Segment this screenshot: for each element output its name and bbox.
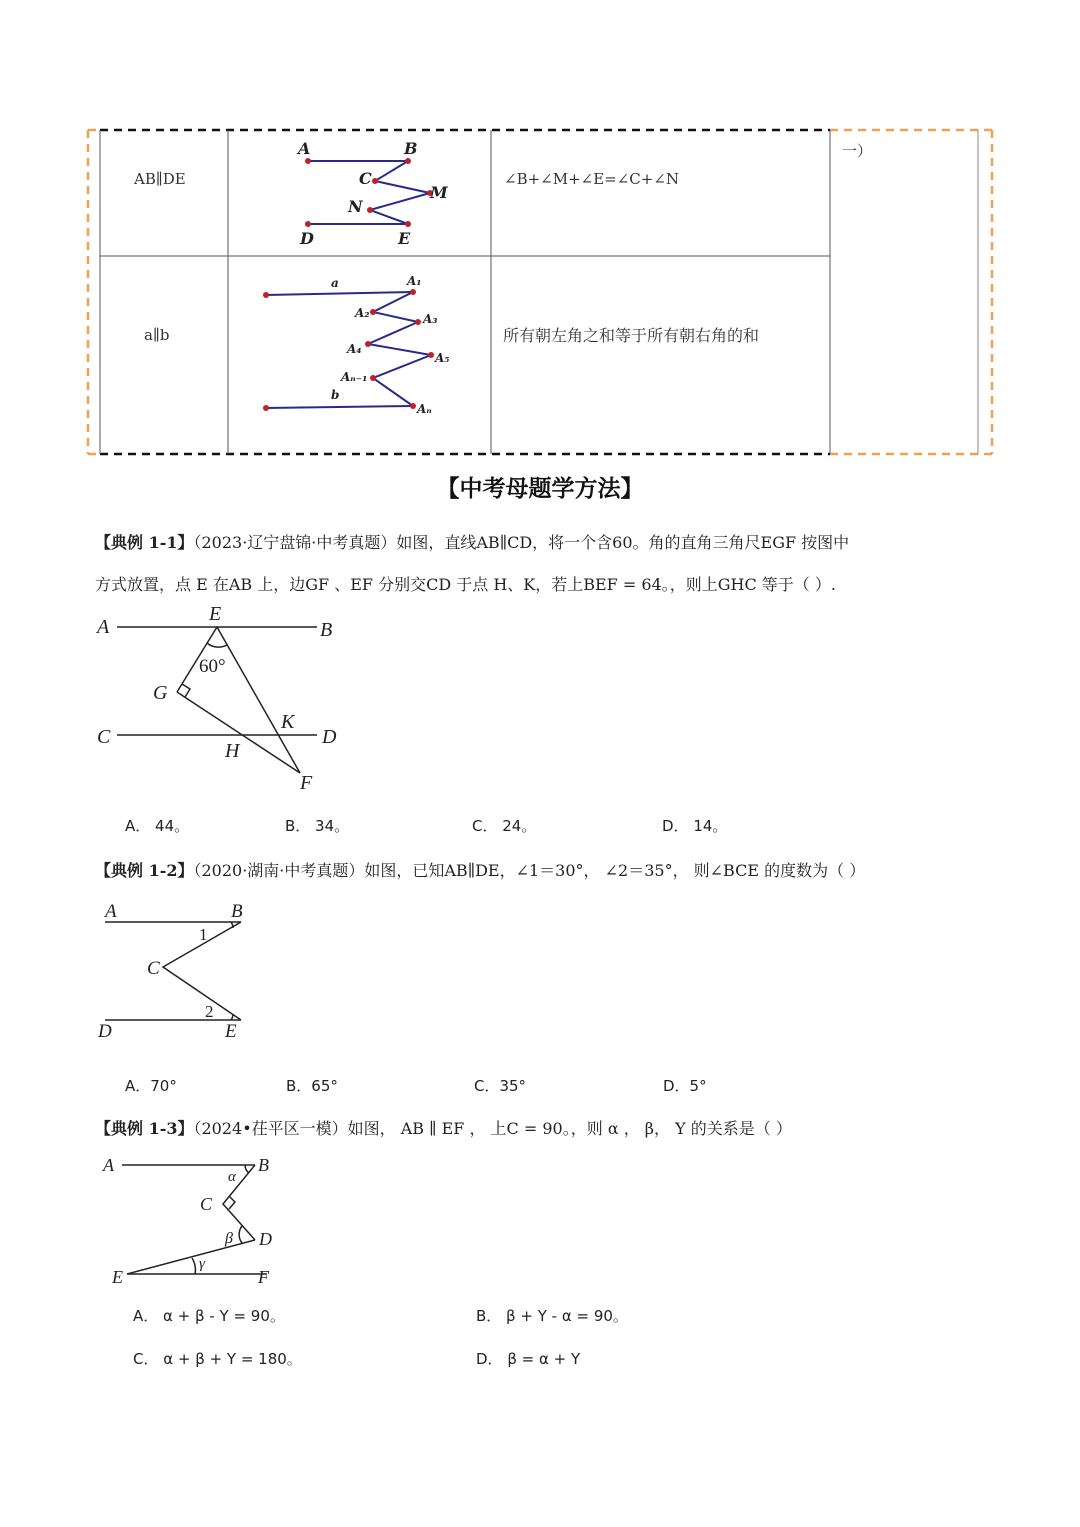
q2-label-A: A bbox=[105, 901, 117, 922]
row2-conclusion: 所有朝左角之和等于所有朝右角的和 bbox=[503, 326, 760, 345]
q3-label-alpha: α bbox=[228, 1169, 236, 1185]
q2-label-angle2: 2 bbox=[205, 1002, 214, 1021]
fig1-label-B: B bbox=[404, 139, 418, 158]
q2-option-c[interactable]: C．35° bbox=[474, 1077, 527, 1095]
fig2-label-An1: Aₙ₋₁ bbox=[341, 370, 368, 384]
q3-label-B: B bbox=[258, 1155, 269, 1175]
q3-figure bbox=[95, 1152, 295, 1292]
fig1-label-M: M bbox=[430, 183, 448, 202]
q3-label-A: A bbox=[103, 1155, 114, 1175]
q1-tag: 【典例 1-1】 bbox=[95, 533, 194, 552]
q3-tag: 【典例 1-3】 bbox=[95, 1119, 194, 1138]
q1-option-a[interactable]: A． 44。 bbox=[125, 817, 190, 835]
q3-option-a[interactable]: A． α + β - Y = 90。 bbox=[133, 1307, 285, 1325]
q2-option-b[interactable]: B．65° bbox=[286, 1077, 338, 1095]
q1-option-b[interactable]: B． 34。 bbox=[285, 817, 350, 835]
row1-side-note: 一） bbox=[842, 142, 873, 160]
q3-label-D: D bbox=[259, 1229, 272, 1249]
fig2-label-b: b bbox=[331, 388, 340, 402]
section-title: 【中考母题学方法】 bbox=[436, 476, 644, 502]
q1-option-d[interactable]: D． 14。 bbox=[662, 817, 728, 835]
q2-label-D: D bbox=[98, 1021, 112, 1042]
q2-label-C: C bbox=[147, 958, 160, 979]
q1-figure bbox=[95, 600, 355, 800]
fig1-label-N: N bbox=[348, 197, 363, 216]
q2-option-a[interactable]: A．70° bbox=[125, 1077, 177, 1095]
row2-condition: a∥b bbox=[144, 326, 170, 344]
fig2-label-A4: A₄ bbox=[347, 342, 362, 356]
row1-conclusion: ∠B+∠M+∠E=∠C+∠N bbox=[504, 170, 680, 188]
q3-label-E: E bbox=[112, 1267, 123, 1287]
q1-angle-label: 60° bbox=[199, 656, 226, 677]
q3-option-b[interactable]: B． β + Y - α = 90。 bbox=[476, 1307, 628, 1325]
table-frame bbox=[0, 0, 1080, 470]
fig1-label-E: E bbox=[398, 229, 411, 248]
q3-option-c[interactable]: C． α + β + Y = 180。 bbox=[133, 1350, 302, 1368]
fig1-label-A: A bbox=[298, 139, 311, 158]
q1-label-K: K bbox=[281, 711, 295, 733]
row2-zigzag-figure bbox=[255, 266, 465, 422]
q2-figure bbox=[95, 897, 265, 1047]
q3-text-line1: （2024•茌平区一模）如图， AB ∥ EF ， 上C = 90。，则 α ， β， Y 的关系是（ ） bbox=[193, 1119, 792, 1138]
q2-label-E: E bbox=[225, 1021, 237, 1042]
q1-label-C: C bbox=[97, 726, 111, 748]
q3-label-F: F bbox=[258, 1267, 269, 1287]
fig2-label-A3: A₃ bbox=[423, 312, 438, 326]
q2-option-d[interactable]: D．5° bbox=[663, 1077, 707, 1095]
q1-label-H: H bbox=[225, 740, 240, 762]
fig1-label-D: D bbox=[300, 229, 314, 248]
fig1-label-C: C bbox=[359, 169, 372, 188]
q1-option-c[interactable]: C． 24。 bbox=[472, 817, 537, 835]
q3-label-beta: β bbox=[225, 1230, 233, 1247]
fig2-label-An: Aₙ bbox=[417, 402, 432, 416]
q1-label-B: B bbox=[320, 619, 333, 641]
q3-label-gamma: γ bbox=[199, 1256, 205, 1272]
q3-label-C: C bbox=[200, 1194, 213, 1214]
fig2-label-A2: A₂ bbox=[355, 306, 370, 320]
row1-zigzag-figure bbox=[290, 136, 460, 251]
q2-label-angle1: 1 bbox=[199, 925, 208, 944]
q2-label-B: B bbox=[231, 901, 243, 922]
fig2-label-A1: A₁ bbox=[407, 274, 422, 288]
row1-condition: AB∥DE bbox=[134, 170, 186, 188]
fig2-label-A5: A₅ bbox=[435, 351, 450, 365]
q1-label-G: G bbox=[153, 682, 168, 704]
q2-tag: 【典例 1-2】 bbox=[95, 861, 194, 880]
q1-text-line2: 方式放置，点 E 在AB 上，边GF 、EF 分别交CD 于点 H、K，若上BEF = 64。，则上GHC 等于（ ）. bbox=[95, 575, 836, 594]
q1-text-line1: （2023·辽宁盘锦·中考真题）如图，直线AB∥CD，将一个含60。角的直角三角尺EGF 按图中 bbox=[193, 533, 850, 552]
q3-option-d[interactable]: D． β = α + Y bbox=[476, 1350, 581, 1368]
q1-label-D: D bbox=[322, 726, 337, 748]
q1-label-A: A bbox=[97, 616, 110, 638]
q1-label-F: F bbox=[300, 772, 313, 794]
q1-label-E: E bbox=[209, 603, 222, 625]
q2-text-line1: （2020·湖南·中考真题）如图，已知AB∥DE，∠1＝30°， ∠2＝35°， 则∠BCE 的度数为（ ） bbox=[193, 861, 866, 880]
fig2-label-a: a bbox=[331, 276, 339, 290]
